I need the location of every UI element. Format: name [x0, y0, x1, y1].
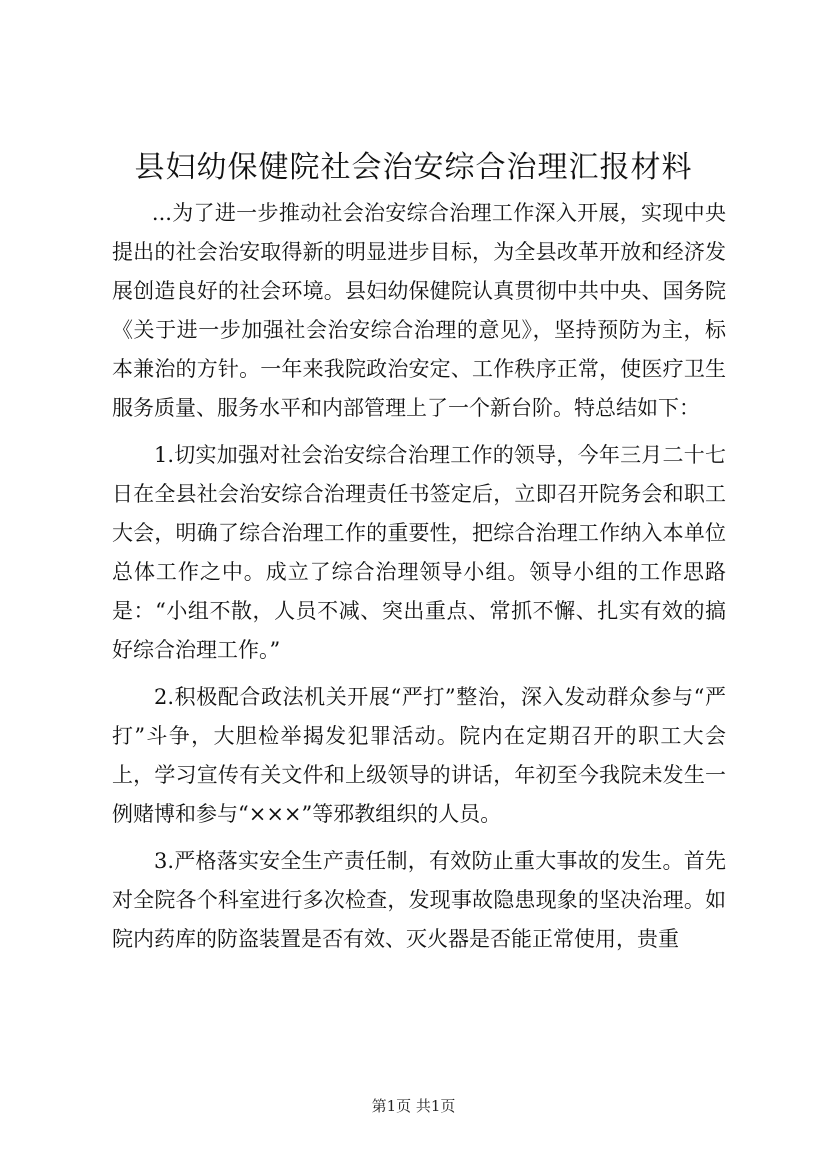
paragraph-item-1: 1.切实加强对社会治安综合治理工作的领导，今年三月二十七日在全县社会治安综合治理责任书签定后，立即召开院务会和职工大会，明确了综合治理工作的重要性，把综合治理工作纳入本单位总体工作之中。成立了综合治理领导小组。领导小组的工作思路是：“小组不散，人员不减、突出重点、常抓不懈、扎实有效的搞好综合治理工作。” — [112, 443, 726, 662]
paragraph-item-2: 2.积极配合政法机关开展“严打”整治，深入发动群众参与“严打”斗争，大胆检举揭发犯罪活动。院内在定期召开的职工大会上，学习宣传有关文件和上级领导的讲话，年初至今我院未发生一例赌博和参与“×××”等邪教组织的人员。 — [112, 685, 726, 826]
page-number-footer: 第1页 共1页 — [371, 1097, 456, 1115]
document-title: 县妇幼保健院社会治安综合治理汇报材料 — [134, 150, 693, 185]
paragraph-intro: ...为了进一步推动社会治安综合治理工作深入开展，实现中央提出的社会治安取得新的明显进步目标，为全县改革开放和经济发展创造良好的社会环境。县妇幼保健院认真贯彻中共中央、国务院《关于进一步加强社会治安综合治理的意见》，坚持预防为主，标本兼治的方针。一年来我院政治安定、工作秩序正常，使医疗卫生服务质量、服务水平和内部管理上了一个新台阶。特总结如下： — [112, 201, 726, 420]
paragraph-item-3: 3.严格落实安全生产责任制，有效防止重大事故的发生。首先对全院各个科室进行多次检查，发现事故隐患现象的坚决治理。如院内药库的防盗装置是否有效、灭火器是否能正常使用，贵重 — [112, 849, 726, 951]
document-body — [112, 194, 726, 959]
